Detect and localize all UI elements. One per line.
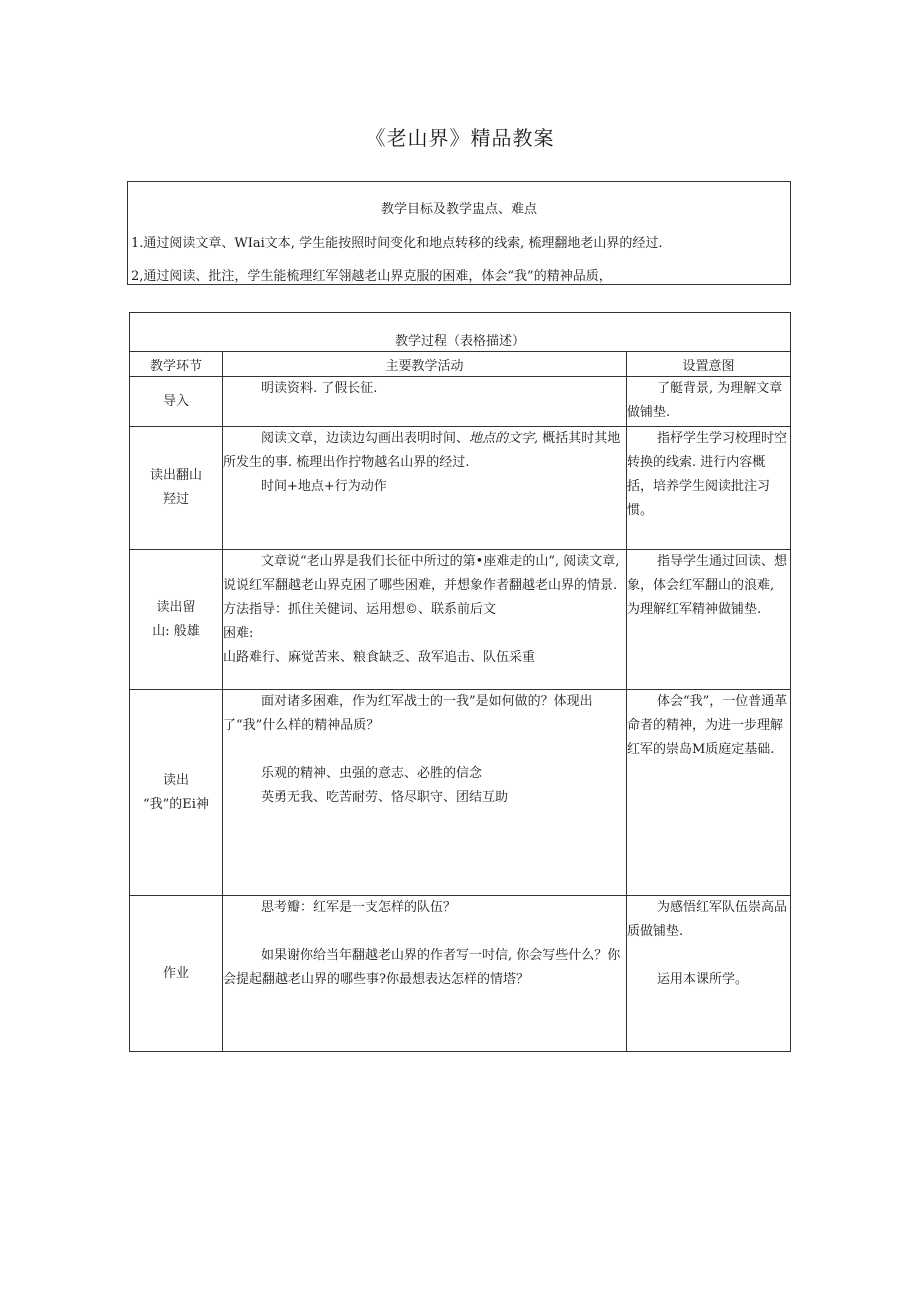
activity-cell [223, 377, 627, 427]
col-header-intent: 设置意图 [627, 352, 791, 377]
intent-cell [627, 896, 791, 1052]
goal-item-1: 1.通过阅读文章、WIai文本, 学生能按照时间变化和地点转移的线索, 梳理翻地老山界的经过. [131, 236, 663, 251]
activity-text: 文章说“老山界是我们长征中所过的第•座难走的山”, 阅读文章, 说说红军翻越老山界克困了哪些困难，并想象作者翻越老山界的情景. [223, 554, 620, 593]
intent-text: 指导学生通过回读、想象，体会红军翻山的浪难, 为理解红军精神做铺垫. [627, 554, 788, 617]
table-row [130, 690, 791, 896]
activity-cell [223, 427, 627, 550]
activity-spirit-2: 英勇无我、吃苦耐劳、恪尽职守、团结互助 [261, 790, 509, 805]
col-header-activity: 主要教学活动 [223, 352, 627, 377]
process-table [129, 312, 791, 1052]
activity-text: 如果谢你给当年翻越老山界的作者写一吋信, 你会写些什么？你会提起翻越老山界的哪些事?你最想表达怎样的情塔？ [223, 948, 621, 987]
stage-line: 山: 般雄 [152, 623, 200, 639]
stage-line: 羟过 [162, 492, 189, 507]
intent-text: 运用本课所学。 [657, 972, 749, 987]
activity-text: 明读资料. 了假长征. [261, 381, 378, 396]
intent-cell [627, 427, 791, 550]
stage-cell: 作业 [130, 896, 223, 1052]
col-header-stage: 教学环节 [130, 352, 223, 377]
goal-item-2: 2,通过阅读、批注，学生能梳理红军翎越老山界克服的困难，体会“我”的精神品质， [131, 269, 612, 284]
activity-text: 思考瓣：红军是一支怎样的队伍？ [261, 900, 457, 915]
activity-text: 面对诸多困难，作为红军战士的一我”是如何做的？体现出了“我”什么样的精神品质？ [223, 694, 593, 733]
activity-formula: 时间+地点+行为动作 [261, 479, 387, 494]
goals-box [127, 181, 791, 285]
intent-text: 指杼学生学习校理时空转换的线索. 进行内容概括，培养学生阅读批注习惯。 [627, 431, 788, 518]
intent-cell [627, 550, 791, 690]
page-title: 《老山界》精品教案 [365, 126, 555, 150]
stage-line: 读出 [162, 772, 189, 788]
process-caption: 教学过程（表格描述） [130, 313, 791, 352]
table-row [130, 550, 791, 690]
intent-text: 了艇背景, 为理解文章做铺垫. [627, 381, 783, 420]
stage-cell [130, 550, 223, 690]
method-guide: 方法指导：抓住关健词、运用想©、联系前后文 [223, 602, 497, 617]
stage-line: 读出留 [156, 599, 196, 615]
difficulty-list: 山路难行、麻觉苦来、粮食缺乏、敌军追击、队伍采重 [223, 650, 536, 665]
stage-line: “我”的Ei神 [143, 796, 209, 812]
activity-text-part: 概括其时其地所发生的事. 梳理出作拧物越名山界的经过. [223, 431, 621, 470]
intent-text: 为感悟红军队伍崇高品质做铺垫. [627, 900, 788, 939]
intent-cell [627, 377, 791, 427]
table-row [130, 377, 791, 427]
goals-heading: 教学目标及教学盅点、难点 [380, 202, 537, 217]
table-row [130, 896, 791, 1052]
activity-cell [223, 896, 627, 1052]
intent-cell [627, 690, 791, 896]
difficulty-label: 困难: [223, 626, 254, 641]
table-row [130, 427, 791, 550]
stage-line: 读出翻山 [149, 468, 202, 483]
activity-text-italic: 地点的文字, [469, 431, 539, 446]
stage-cell [130, 690, 223, 896]
activity-cell [223, 690, 627, 896]
activity-text [223, 427, 626, 475]
activity-text-part: 阅读文章，边读边勾画出表明时间、 [261, 431, 470, 446]
activity-spirit-1: 乐观的精神、虫强的意志、必胜的信念 [261, 766, 483, 781]
intent-text: 体会“我”，一位普通革命者的精神，为进一步理解红军的崇岛M质庭定基础. [627, 694, 788, 757]
stage-cell [130, 427, 223, 550]
activity-cell [223, 550, 627, 690]
stage-cell: 导入 [130, 377, 223, 427]
